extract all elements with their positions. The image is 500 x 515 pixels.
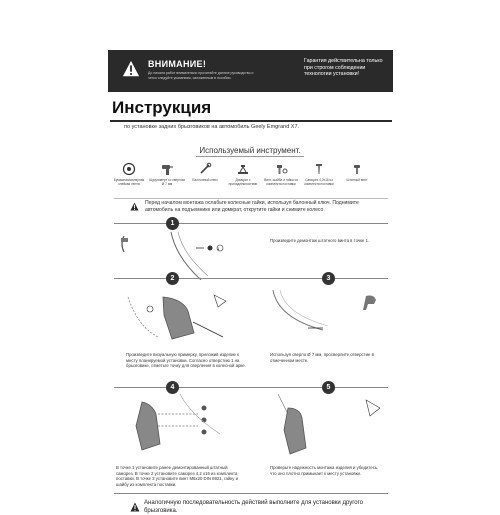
step-1-divider [114, 223, 388, 224]
step-2-figure [118, 287, 238, 345]
screw-icon [312, 162, 326, 176]
torx-icon [350, 162, 364, 176]
tool-item: Шуруповерт со сверлом Ø 7 мм [148, 162, 186, 186]
step-2-badge: 2 [166, 272, 179, 285]
notice-text: Перед началом монтажа ослабьте колесные гайки, используя балонный ключ. Поднимите автомобиль на подъемнике или домкрат, открутите гайки и снимите колесо. [145, 200, 359, 213]
step-5-figure [270, 394, 388, 456]
instruction-sheet [100, 40, 400, 514]
step-4-figure [120, 394, 240, 456]
tools-heading: Используемый инструмент. [199, 146, 301, 155]
bottom-warning-icon [130, 502, 140, 512]
tool-item: Саморез 4,2х16 из комплекта поставки [300, 162, 338, 186]
warning-banner [108, 50, 393, 92]
bolt-nut-icon [274, 162, 288, 176]
tape-measure-icon [122, 162, 136, 176]
step-5-badge: 5 [322, 381, 335, 394]
bottom-divider [114, 493, 388, 494]
title-divider [110, 120, 392, 122]
balloon-wrench-icon [198, 162, 212, 176]
tool-item: Бумажная/малярная клейкая лента [110, 162, 148, 186]
tool-item: Штатный винт [338, 162, 376, 182]
tool-item: Баллонный ключ [186, 162, 224, 182]
step-2-divider [114, 278, 388, 279]
step-4-badge: 4 [166, 381, 179, 394]
step-3-text: Используя сверло Ø 7 мм, просверлите отверстие в отмеченном месте. [270, 352, 374, 363]
banner-title: ВНИМАНИЕ! [148, 59, 207, 69]
banner-guarantee: Гарантия действительна только при строгом соблюдении технологии установки! [304, 58, 383, 78]
notice-warning-icon [130, 202, 139, 211]
svg-text:1: 1 [217, 246, 220, 251]
page-subtitle: по установке задних брызговиков на автомобиль Geely Emgrand X7. [124, 124, 300, 130]
screwdriver-icon [160, 162, 174, 176]
banner-subtitle: До начала работ внимательно прочитайте данное руководство и четко следуйте указаниям, изложенным в пособии. [148, 71, 254, 80]
step-3-figure [268, 290, 388, 345]
tools-divider [196, 156, 304, 157]
tools-bottom-divider [114, 198, 388, 199]
page-title: Инструкция [112, 98, 212, 117]
jack-icon [236, 162, 250, 176]
step-1-text: Произведите демонтаж штатного винта в точке 1. [270, 238, 370, 243]
tool-item: Домкрат с принадлежностями [224, 162, 262, 186]
tool-item: Винт, шайба и гайка из комплекта поставки [262, 162, 300, 186]
step-4-divider [114, 387, 388, 388]
step-3-badge: 3 [322, 272, 335, 285]
bottom-note: Аналогичную последовательность действий выполните для установки другого брызговика. [144, 500, 364, 514]
warning-icon [122, 60, 140, 78]
step-1-badge: 1 [166, 217, 179, 230]
step-2-text: Произведите визуальную примерку, приложив изделие к месту планируемой установки. Согласно отверстию 1 на брызговике, отметьте точку для сверления в колесной арке. [126, 352, 246, 369]
step-5-text: Проверьте надежность монтажа изделия и убедитесь, что оно плотно примыкает к месту установки. [270, 465, 379, 476]
step-4-text: В точке 1 установите ранее демонтированный штатный саморез. В точке 2 установите саморез 4,2 х16 из комплекта поставки. В точке 3 установите винт М6х20 DIN 6921, гайку и шайбу из комплекта поставки. [116, 465, 239, 487]
